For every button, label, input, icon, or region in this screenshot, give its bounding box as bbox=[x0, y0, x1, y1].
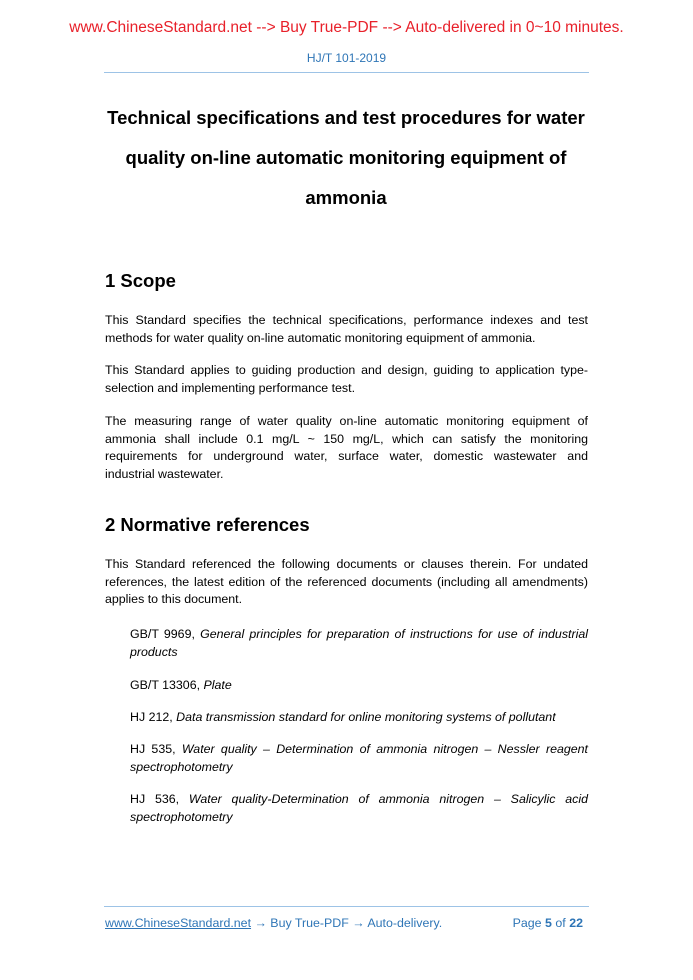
text-line bbox=[130, 759, 588, 777]
standard-code: HJ/T 101-2019 bbox=[306, 51, 387, 65]
title-line: quality on-line automatic monitoring equipment of bbox=[125, 147, 567, 168]
reference-code: HJ 535, bbox=[130, 742, 182, 756]
reference-title: Water quality – Determination of ammonia nitrogen – Nessler reagent bbox=[181, 742, 588, 756]
promo-banner[interactable]: www.ChineseStandard.net --> Buy True-PDF --> Auto-delivered in 0~10 minutes. bbox=[69, 19, 624, 36]
reference-title: Plate bbox=[203, 678, 232, 692]
reference-title: General principles for preparation of instructions for use of industrial bbox=[200, 627, 588, 641]
text-line: The measuring range of water quality on-line automatic monitoring equipment of bbox=[105, 414, 588, 428]
text-line bbox=[130, 626, 588, 644]
reference-code: GB/T 9969, bbox=[130, 627, 201, 641]
reference-title: spectrophotometry bbox=[130, 809, 233, 824]
text-line: selection and implementing performance test. bbox=[105, 380, 356, 395]
reference-code: HJ 536, bbox=[130, 792, 189, 806]
text-line: applies to this document. bbox=[105, 592, 243, 606]
reference-item bbox=[130, 709, 588, 727]
reference-item bbox=[130, 626, 588, 661]
scope-paragraph-3 bbox=[105, 413, 588, 483]
title-line: Technical specifications and test procedures for water bbox=[107, 107, 585, 128]
scope-paragraph-2 bbox=[105, 362, 588, 397]
page-indicator bbox=[513, 916, 583, 930]
text-line bbox=[130, 791, 588, 809]
document-title bbox=[96, 98, 596, 218]
scope-paragraph-1 bbox=[105, 312, 588, 347]
reference-code: GB/T 13306, bbox=[130, 678, 204, 692]
page-label: Page bbox=[512, 916, 542, 930]
text-line: methods for water quality on-line automatic monitoring equipment of ammonia. bbox=[105, 330, 536, 345]
section-heading-scope: 1 Scope bbox=[105, 270, 176, 291]
text-line: industrial wastewater. bbox=[105, 466, 224, 481]
text-line: This Standard specifies the technical specifications, performance indexes and test bbox=[105, 313, 588, 327]
page-number: 5 bbox=[545, 916, 552, 930]
text-line bbox=[130, 809, 588, 827]
page-footer bbox=[105, 916, 588, 930]
reference-code: HJ 212, bbox=[130, 710, 177, 724]
reference-title: Data transmission standard for online monitoring systems of pollutant bbox=[176, 710, 556, 724]
reference-item bbox=[130, 741, 588, 776]
text-line bbox=[130, 677, 588, 695]
page-total: 22 bbox=[569, 916, 583, 930]
text-line bbox=[130, 741, 588, 759]
text-line: references, the latest edition of the referenced documents (including all amendments) bbox=[105, 574, 588, 589]
reference-item bbox=[130, 791, 588, 826]
of-label: of bbox=[555, 916, 566, 930]
text-line: requirements for underground water, surface water, domestic wastewater and bbox=[105, 449, 588, 463]
reference-item bbox=[130, 677, 588, 695]
text-line bbox=[130, 644, 588, 662]
section-heading-normative-references: 2 Normative references bbox=[105, 514, 310, 535]
references-intro bbox=[105, 556, 588, 609]
footer-website-link[interactable]: www.ChineseStandard.net bbox=[105, 916, 252, 930]
text-line: This Standard applies to guiding production and design, guiding to application type- bbox=[105, 363, 588, 377]
reference-title: products bbox=[130, 644, 178, 659]
footer-tagline: → Buy True-PDF → Auto-delivery. bbox=[251, 916, 443, 930]
text-line: ammonia shall include 0.1 mg/L ~ 150 mg/L, which can satisfy the monitoring bbox=[105, 431, 588, 446]
title-line: ammonia bbox=[305, 187, 387, 208]
reference-title: Water quality-Determination of ammonia nitrogen – Salicylic acid bbox=[188, 792, 588, 806]
header-divider bbox=[104, 72, 589, 73]
reference-title: spectrophotometry bbox=[130, 759, 233, 774]
text-line bbox=[130, 709, 588, 727]
footer-divider bbox=[104, 906, 589, 907]
text-line: This Standard referenced the following documents or clauses therein. For undated bbox=[105, 557, 588, 571]
